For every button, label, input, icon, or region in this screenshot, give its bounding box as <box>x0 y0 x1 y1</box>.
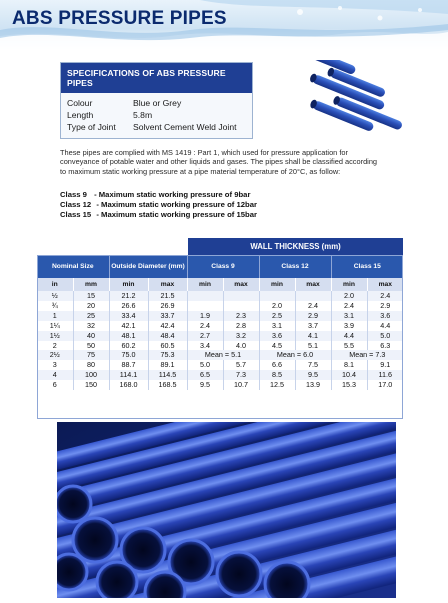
table-cell: 2.9 <box>295 311 331 321</box>
table-cell: 26.9 <box>148 301 187 311</box>
table-cell: 60.5 <box>148 341 187 351</box>
spec-value: 5.8m <box>133 110 153 120</box>
table-cell: 8.5 <box>259 370 295 380</box>
table-cell: 33.7 <box>148 311 187 321</box>
unit-header: min <box>109 278 148 291</box>
group-class-12: Class 12 <box>259 255 331 278</box>
table-cell: 2.4 <box>331 301 367 311</box>
table-cell: 4.1 <box>295 331 331 341</box>
table-body <box>37 291 403 390</box>
unit-header: max <box>148 278 187 291</box>
group-class-9: Class 9 <box>187 255 259 278</box>
table-cell: 4 <box>37 370 73 380</box>
table-cell: 7.5 <box>295 360 331 370</box>
class-12-line <box>60 200 390 210</box>
unit-header: min <box>331 278 367 291</box>
class-name: Class 12 <box>60 200 92 209</box>
table-row <box>37 380 403 390</box>
class-9-line <box>60 190 390 200</box>
specification-box <box>60 62 253 139</box>
table-cell <box>187 301 223 311</box>
table-cell: 26.6 <box>109 301 148 311</box>
unit-header-row <box>37 278 403 291</box>
table-cell: 2.8 <box>223 321 259 331</box>
specification-rows <box>61 93 252 138</box>
specification-heading: SPECIFICATIONS OF ABS PRESSURE PIPES <box>61 63 252 93</box>
table-cell: 5.0 <box>367 331 403 341</box>
table-row <box>37 321 403 331</box>
stacked-blue-pipes-photo <box>57 422 396 598</box>
table-row <box>37 331 403 341</box>
table-cell: 75 <box>73 350 109 360</box>
unit-header: min <box>259 278 295 291</box>
table-cell: 2.5 <box>259 311 295 321</box>
table-cell: 15 <box>73 291 109 301</box>
table-cell: 5.1 <box>295 341 331 351</box>
spec-row-length <box>67 109 246 121</box>
spec-value: Solvent Cement Weld Joint <box>133 122 237 132</box>
table-cell: 60.2 <box>109 341 148 351</box>
table-cell: 100 <box>73 370 109 380</box>
table-cell: 168.0 <box>109 380 148 390</box>
table-cell: 2.4 <box>367 291 403 301</box>
table-cell <box>223 301 259 311</box>
table-cell: 4.5 <box>259 341 295 351</box>
table-cell: 4.4 <box>367 321 403 331</box>
table-cell: 6.6 <box>259 360 295 370</box>
table-cell: 3.6 <box>367 311 403 321</box>
table-cell: 2.4 <box>187 321 223 331</box>
table-cell: 114.1 <box>109 370 148 380</box>
page-title: ABS PRESSURE PIPES <box>12 8 227 29</box>
blue-pipes-illustration <box>278 60 428 140</box>
table-cell: ½ <box>37 291 73 301</box>
table-cell: 2.9 <box>367 301 403 311</box>
table-cell: 7.3 <box>223 370 259 380</box>
table-cell: 3.1 <box>331 311 367 321</box>
table-cell: 1¼ <box>37 321 73 331</box>
header-banner <box>0 0 448 52</box>
table-cell: 3.9 <box>331 321 367 331</box>
table-cell: 4.0 <box>223 341 259 351</box>
table-cell: 21.5 <box>148 291 187 301</box>
table-cell: 5.0 <box>187 360 223 370</box>
table-cell: 1 <box>37 311 73 321</box>
table-cell: 33.4 <box>109 311 148 321</box>
pressure-classes <box>60 190 390 220</box>
class-name: Class 15 <box>60 210 92 219</box>
table-cell: 48.4 <box>148 331 187 341</box>
table-cell: 2.3 <box>223 311 259 321</box>
table-cell: 3.1 <box>259 321 295 331</box>
wall-thickness-row <box>37 238 403 255</box>
table-cell: 5.5 <box>331 341 367 351</box>
table-cell: 3.6 <box>259 331 295 341</box>
table-cell: 15.3 <box>331 380 367 390</box>
table-cell: 88.7 <box>109 360 148 370</box>
table-cell: 2.7 <box>187 331 223 341</box>
table-cell: 3.7 <box>295 321 331 331</box>
unit-header: max <box>223 278 259 291</box>
spec-label: Colour <box>67 98 93 108</box>
table-cell: 3.4 <box>187 341 223 351</box>
table-row <box>37 341 403 351</box>
unit-header: max <box>367 278 403 291</box>
table-cell: 6.5 <box>187 370 223 380</box>
unit-header: mm <box>73 278 109 291</box>
table-row <box>37 301 403 311</box>
table-cell <box>223 291 259 301</box>
table-cell: 11.6 <box>367 370 403 380</box>
wall-thickness-heading: WALL THICKNESS (mm) <box>187 238 403 255</box>
table-cell: 13.9 <box>295 380 331 390</box>
table-cell: 2.4 <box>295 301 331 311</box>
table-cell: 40 <box>73 331 109 341</box>
table-cell <box>295 291 331 301</box>
table-row <box>37 291 403 301</box>
table-cell: 3 <box>37 360 73 370</box>
table-cell: 75.0 <box>109 350 148 360</box>
class-name: Class 9 <box>60 190 87 199</box>
table-cell: 42.1 <box>109 321 148 331</box>
table-cell: 1.9 <box>187 311 223 321</box>
table-cell: 114.5 <box>148 370 187 380</box>
class-15-line <box>60 210 390 220</box>
mean-cell: Mean = 6.0 <box>259 350 331 360</box>
table-cell: 10.4 <box>331 370 367 380</box>
group-header-row <box>37 255 403 278</box>
table-cell: 48.1 <box>109 331 148 341</box>
table-cell: 1½ <box>37 331 73 341</box>
table-row <box>37 350 403 360</box>
wall-thickness-table <box>37 238 403 390</box>
class-desc: - Maximum static working pressure of 15bar <box>96 210 257 219</box>
table-cell <box>187 291 223 301</box>
table-row <box>37 370 403 380</box>
table-cell <box>259 291 295 301</box>
mean-cell: Mean = 5.1 <box>187 350 259 360</box>
spec-value: Blue or Grey <box>133 98 182 108</box>
group-class-15: Class 15 <box>331 255 403 278</box>
spec-label: Length <box>67 110 94 120</box>
table-cell: 5.7 <box>223 360 259 370</box>
table-cell: 8.1 <box>331 360 367 370</box>
table-cell: 2.0 <box>331 291 367 301</box>
mean-cell: Mean = 7.3 <box>331 350 403 360</box>
table-cell: 3.2 <box>223 331 259 341</box>
table-cell: 50 <box>73 341 109 351</box>
spec-label: Type of Joint <box>67 122 116 132</box>
intro-paragraph: These pipes are complied with MS 1419 : Part 1, which used for pressure application for conveyance of potable water and other liquids and gases. The pipes shall be classified according to maximum static working pressure at a pipe material temperature of 20°C, as follow: <box>60 148 378 176</box>
table-cell: 9.5 <box>295 370 331 380</box>
class-desc: - Maximum static working pressure of 9bar <box>94 190 251 199</box>
table-cell: 9.5 <box>187 380 223 390</box>
table-cell: 6 <box>37 380 73 390</box>
table-cell: 17.0 <box>367 380 403 390</box>
table-cell: 25 <box>73 311 109 321</box>
table-cell: ¾ <box>37 301 73 311</box>
class-desc: - Maximum static working pressure of 12bar <box>96 200 257 209</box>
spec-row-colour <box>67 97 246 109</box>
table-cell: 6.3 <box>367 341 403 351</box>
table-cell: 80 <box>73 360 109 370</box>
table-cell: 32 <box>73 321 109 331</box>
table-cell: 4.4 <box>331 331 367 341</box>
table-cell: 89.1 <box>148 360 187 370</box>
table-cell: 2.0 <box>259 301 295 311</box>
table-row <box>37 360 403 370</box>
spec-row-joint <box>67 121 246 133</box>
table-cell: 10.7 <box>223 380 259 390</box>
table-cell: 21.2 <box>109 291 148 301</box>
unit-header: max <box>295 278 331 291</box>
table-cell: 168.5 <box>148 380 187 390</box>
table-cell: 12.5 <box>259 380 295 390</box>
table-cell: 2 <box>37 341 73 351</box>
table-cell: 75.3 <box>148 350 187 360</box>
table-cell: 42.4 <box>148 321 187 331</box>
group-nominal-size: Nominal Size <box>37 255 109 278</box>
table-cell: 20 <box>73 301 109 311</box>
table-row <box>37 311 403 321</box>
table-cell: 2½ <box>37 350 73 360</box>
unit-header: min <box>187 278 223 291</box>
table-cell: 9.1 <box>367 360 403 370</box>
group-outside-diameter: Outside Diameter (mm) <box>109 255 187 278</box>
table-cell: 150 <box>73 380 109 390</box>
unit-header: in <box>37 278 73 291</box>
